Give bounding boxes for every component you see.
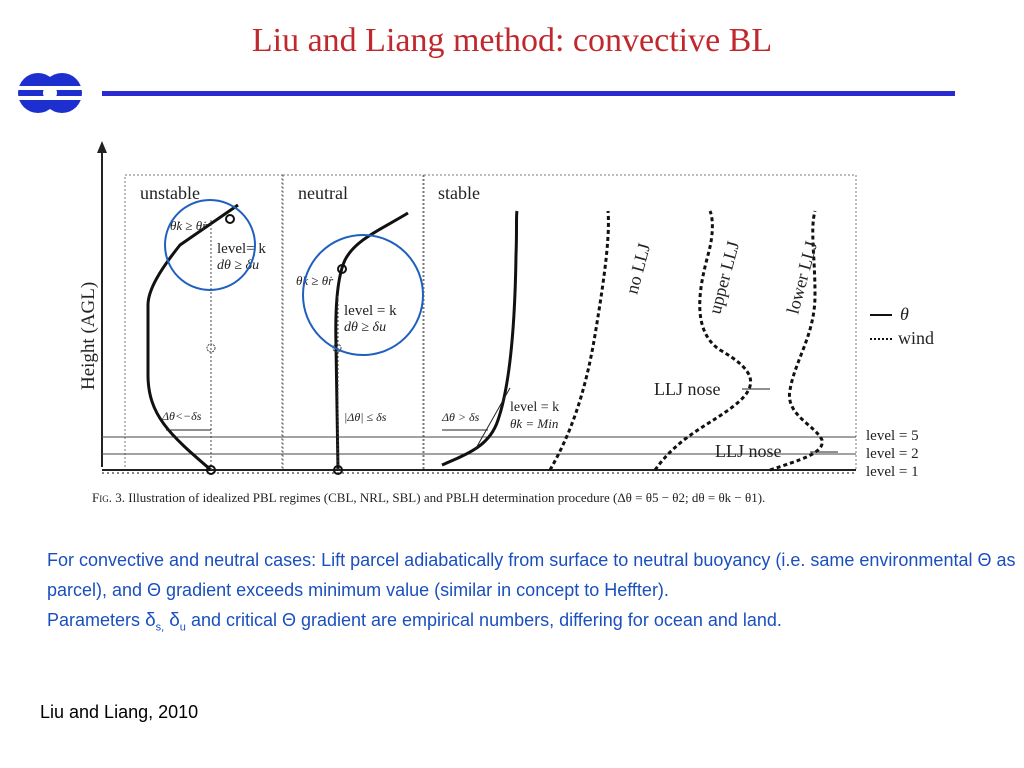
unstable-top-marker (226, 215, 234, 223)
llj-nose-lower-label: LLJ nose (715, 441, 782, 461)
neutral-highlight-circle (303, 235, 423, 355)
unstable-level-label: level= k (217, 241, 266, 257)
stable-level-label: level = k (510, 400, 560, 415)
llj-nose-upper-label: LLJ nose (654, 379, 721, 399)
stable-surface-label: Δθ > δs (442, 410, 480, 424)
regime-label-stable: stable (438, 183, 480, 203)
parameters-prefix: Parameters (47, 610, 141, 630)
stable-tangent-line (475, 388, 510, 450)
figure-caption (92, 490, 952, 506)
y-axis-arrow (97, 141, 107, 153)
wind-profile-no-llj (550, 211, 608, 470)
unstable-gradient-label: dθ ≥ δu (217, 258, 260, 273)
ecmwf-logo (14, 70, 86, 116)
neutral-criterion: θ̇k ≥ θ̇r (296, 273, 334, 288)
y-axis-label: Height (AGL) (78, 281, 99, 390)
delta-u-symbol: δ (169, 610, 180, 631)
level-2-label: level = 2 (866, 446, 919, 462)
neutral-surface-label: |Δθ| ≤ δs (344, 410, 387, 424)
body-text (47, 545, 1022, 643)
body-paragraph: For convective and neutral cases: Lift parcel adiabatically from surface to neutral buoyancy (i.e. same environmental Θ as parcel), and Θ gradient exceeds minimum value (similar in concept to Heffter). (47, 550, 1016, 600)
parameters-suffix: and critical Θ gradient are empirical numbers, differing for ocean and land. (190, 610, 782, 630)
wind-label-no-llj: no LLJ (621, 241, 655, 297)
caption-label: Fig. 3. (92, 490, 125, 505)
legend-wind-label: wind (898, 328, 934, 348)
parameters-line (47, 605, 1022, 643)
title-divider (102, 91, 955, 96)
citation: Liu and Liang, 2010 (40, 702, 199, 722)
neutral-theta-profile (336, 213, 408, 470)
delta-s-subscript: s, (155, 621, 165, 634)
neutral-level-label: level = k (344, 303, 397, 319)
wind-label-lower-llj: lower LLJ (782, 238, 822, 317)
level-1-label: level = 1 (866, 464, 919, 480)
unstable-criterion: θ̇k ≥ θ̇r (170, 218, 208, 233)
legend-theta-label: θ (900, 304, 909, 324)
pbl-regimes-figure (70, 135, 960, 520)
delta-s-symbol: δ (145, 610, 156, 631)
level-5-label: level = 5 (866, 428, 919, 444)
regime-label-neutral: neutral (298, 183, 348, 203)
delta-u-subscript: u (179, 621, 186, 634)
slide-title: Liu and Liang method: convective BL (251, 22, 773, 59)
stable-min-label: θ̇k = Min (510, 416, 559, 431)
stable-theta-profile (442, 211, 517, 465)
wind-label-upper-llj: upper LLJ (704, 238, 744, 317)
regime-label-unstable: unstable (140, 183, 200, 203)
caption-text: Illustration of idealized PBL regimes (CBL, NRL, SBL) and PBLH determination procedure (Δθ = θ5 − θ2; dθ = θk − θ1). (128, 490, 766, 505)
unstable-surface-label: Δθ<−δs (162, 409, 202, 423)
neutral-gradient-label: dθ ≥ δu (344, 320, 387, 335)
